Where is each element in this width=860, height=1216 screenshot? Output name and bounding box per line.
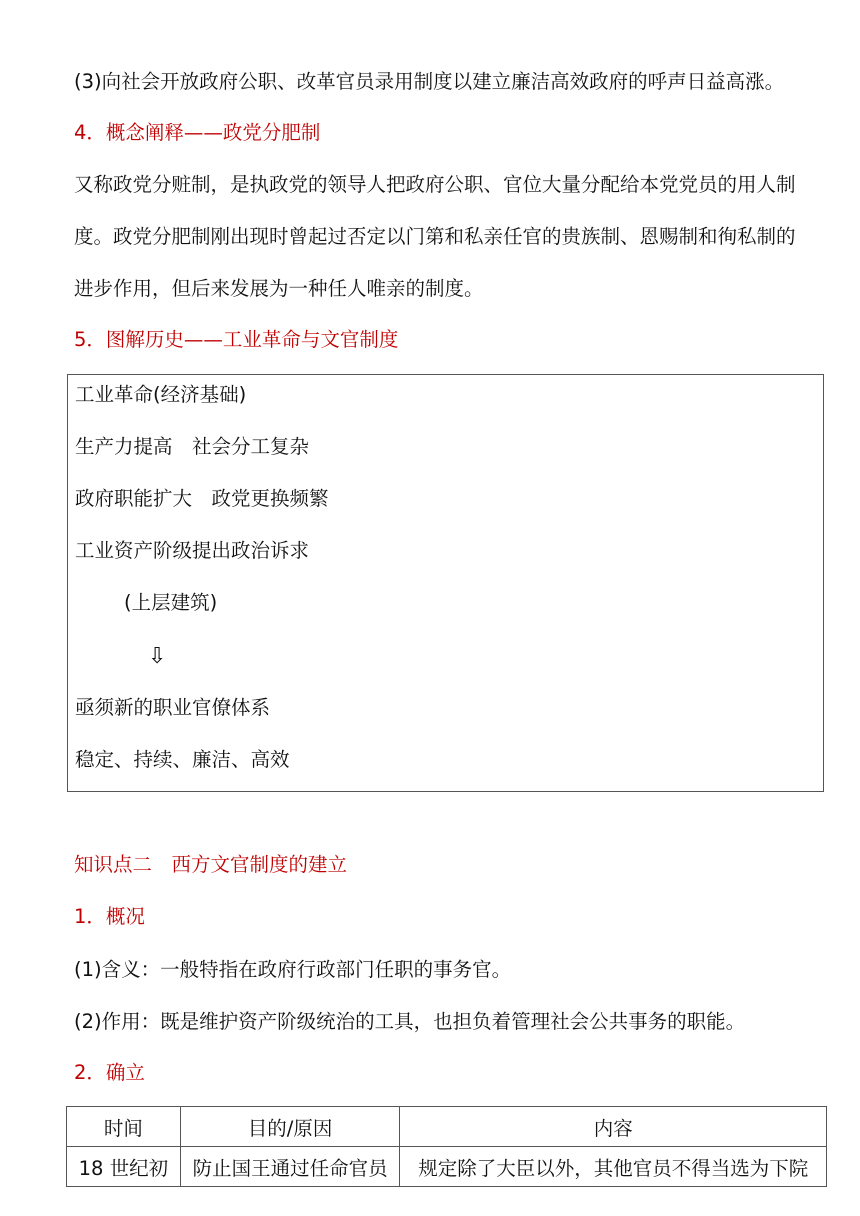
table-header-cell: 时间 — [67, 1107, 181, 1147]
table-header-row — [67, 1107, 827, 1147]
table-header-cell: 内容 — [400, 1107, 827, 1147]
sub-heading-2: 2．确立 — [74, 1061, 145, 1084]
paragraph-intro-3: (3)向社会开放政府公职、改革官员录用制度以建立廉洁高效政府的呼声日益高涨。 — [74, 70, 785, 93]
down-arrow-icon: ⇩ — [148, 644, 167, 669]
sub-1-item-1: (1)含义：一般特指在政府行政部门任职的事务官。 — [74, 958, 512, 981]
diagram-line-6: 亟须新的职业官僚体系 — [75, 696, 271, 719]
table-cell: 18 世纪初 — [67, 1147, 181, 1187]
diagram-box — [67, 374, 824, 792]
heading-5: 5．图解历史——工业革命与文官制度 — [74, 328, 399, 351]
paragraph-4-line-3: 进步作用，但后来发展为一种任人唯亲的制度。 — [74, 277, 484, 300]
diagram-line-2: 生产力提高 社会分工复杂 — [75, 435, 310, 458]
sub-1-item-2: (2)作用：既是维护资产阶级统治的工具，也担负着管理社会公共事务的职能。 — [74, 1010, 746, 1033]
table-row — [67, 1147, 827, 1187]
paragraph-4-line-1: 又称政党分赃制，是执政党的领导人把政府公职、官位大量分配给本党党员的用人制 — [74, 173, 796, 196]
section-2-title: 知识点二 西方文官制度的建立 — [74, 853, 348, 876]
table-cell: 防止国王通过任命官员 — [180, 1147, 400, 1187]
sub-heading-1: 1．概况 — [74, 905, 145, 928]
paragraph-4-line-2: 度。政党分肥制刚出现时曾起过否定以门第和私亲任官的贵族制、恩赐制和徇私制的 — [74, 225, 796, 248]
diagram-line-5: (上层建筑) — [124, 591, 218, 614]
diagram-line-7: 稳定、持续、廉洁、高效 — [75, 748, 290, 771]
table-cell: 规定除了大臣以外，其他官员不得当选为下院 — [400, 1147, 827, 1187]
diagram-line-3: 政府职能扩大 政党更换频繁 — [75, 487, 329, 510]
establishment-table — [66, 1106, 827, 1187]
heading-4: 4．概念阐释——政党分肥制 — [74, 121, 321, 144]
diagram-line-4: 工业资产阶级提出政治诉求 — [75, 539, 310, 562]
diagram-line-1: 工业革命(经济基础) — [75, 383, 247, 406]
table-header-cell: 目的/原因 — [180, 1107, 400, 1147]
